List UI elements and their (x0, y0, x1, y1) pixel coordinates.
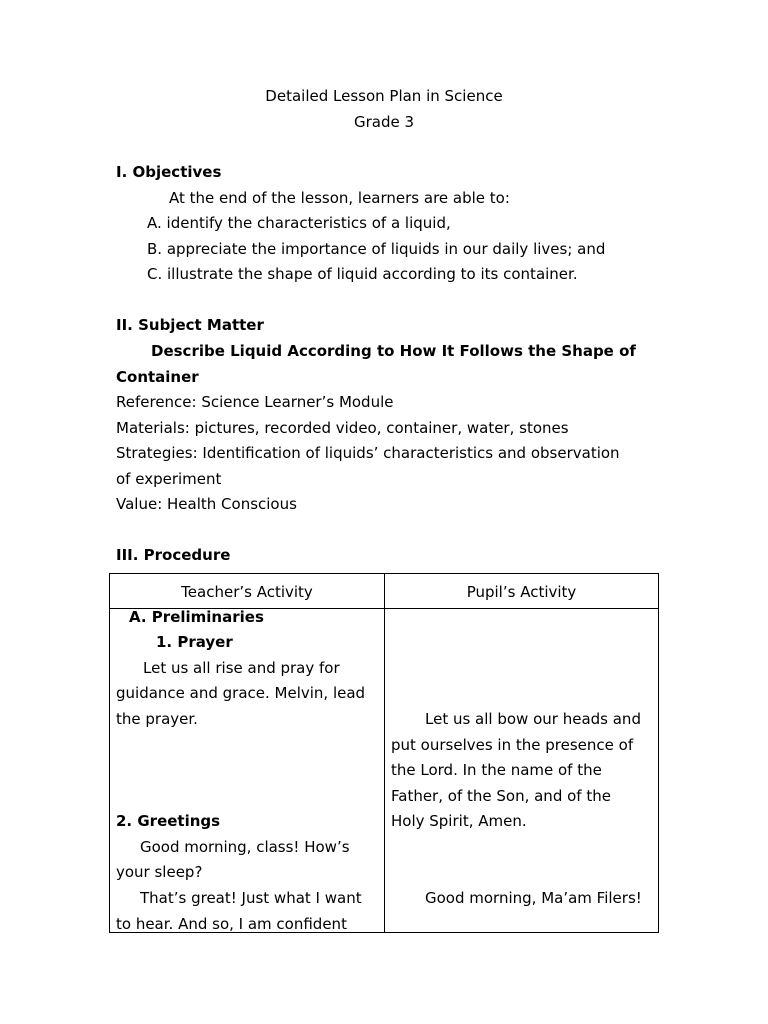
greetings-heading: 2. Greetings (116, 812, 221, 830)
pupil-prayer-line-2: put ourselves in the presence of (391, 736, 634, 754)
reference-line: Reference: Science Learner’s Module (116, 393, 394, 411)
strategies-line-2: of experiment (116, 470, 222, 488)
materials-line: Materials: pictures, recorded video, container, water, stones (116, 419, 569, 437)
teacher-prayer-line-3: the prayer. (116, 710, 198, 728)
objective-item-c: C. illustrate the shape of liquid according to its container. (147, 265, 578, 283)
value-line: Value: Health Conscious (116, 495, 297, 513)
objective-item-a: A. identify the characteristics of a liquid, (147, 214, 451, 232)
pupil-activity-header: Pupil’s Activity (466, 583, 577, 601)
teacher-greet-line-3: That’s great! Just what I want (140, 889, 362, 907)
pupil-prayer-line-1: Let us all bow our heads and (425, 710, 641, 728)
teacher-activity-header: Teacher’s Activity (181, 583, 313, 601)
preliminaries-heading: A. Preliminaries (129, 608, 264, 626)
pupil-greet-line-1: Good morning, Ma’am Filers! (425, 889, 642, 907)
strategies-line-1: Strategies: Identification of liquids’ characteristics and observation (116, 444, 620, 462)
procedure-heading: III. Procedure (116, 546, 231, 564)
teacher-prayer-line-2: guidance and grace. Melvin, lead (116, 684, 366, 702)
table-column-divider (384, 574, 385, 932)
teacher-greet-line-2: your sleep? (116, 863, 203, 881)
teacher-greet-line-1: Good morning, class! How’s (140, 838, 350, 856)
objectives-intro: At the end of the lesson, learners are able to: (169, 189, 510, 207)
topic-line-2: Container (116, 368, 199, 386)
prayer-heading: 1. Prayer (156, 633, 233, 651)
objective-item-b: B. appreciate the importance of liquids in our daily lives; and (147, 240, 606, 258)
subject-matter-heading: II. Subject Matter (116, 316, 264, 334)
pupil-prayer-line-5: Holy Spirit, Amen. (391, 812, 527, 830)
topic-line-1: Describe Liquid According to How It Follows the Shape of (151, 342, 636, 360)
teacher-prayer-line-1: Let us all rise and pray for (143, 659, 340, 677)
grade-level: Grade 3 (353, 113, 415, 131)
objectives-heading: I. Objectives (116, 163, 222, 181)
pupil-prayer-line-4: Father, of the Son, and of the (391, 787, 611, 805)
document-title: Detailed Lesson Plan in Science (265, 87, 503, 105)
teacher-greet-line-4: to hear. And so, I am confident (116, 915, 347, 933)
pupil-prayer-line-3: the Lord. In the name of the (391, 761, 602, 779)
